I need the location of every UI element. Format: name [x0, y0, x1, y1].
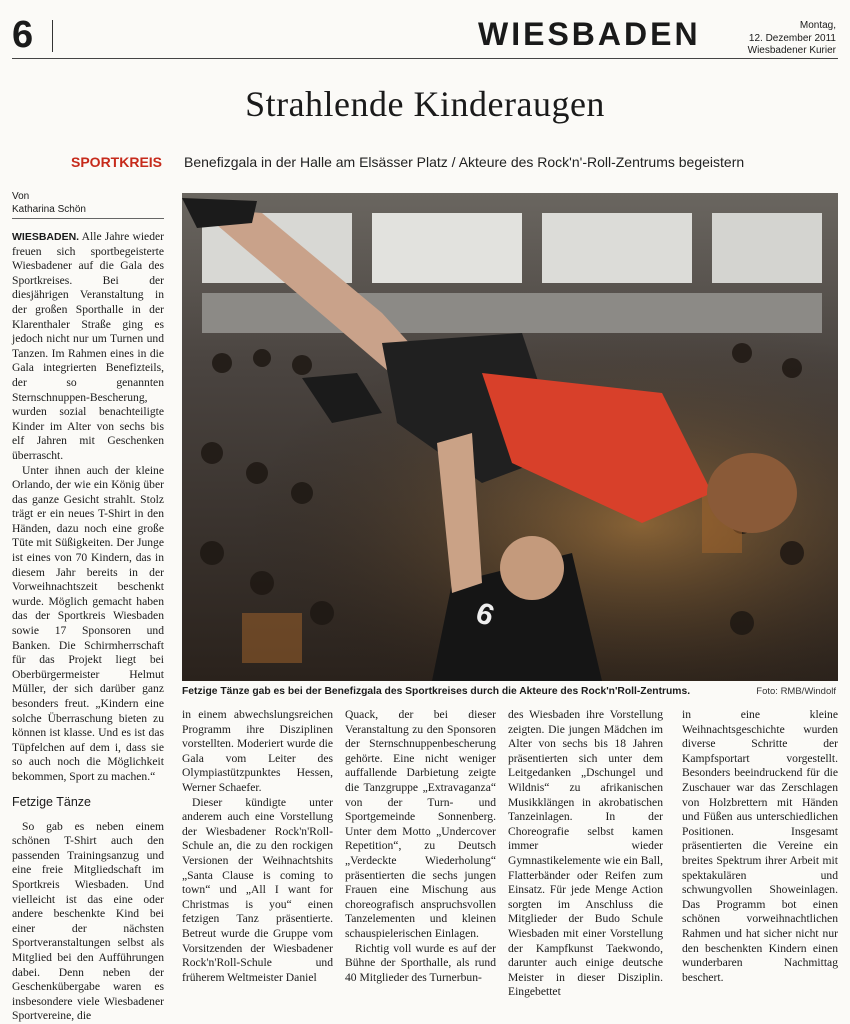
text-column-2 — [182, 708, 333, 985]
newspaper-name: Wiesbadener Kurier — [747, 45, 836, 56]
text-column-4 — [508, 708, 663, 1000]
paragraph — [12, 230, 164, 464]
issue-date: 12. Dezember 2011 — [748, 32, 836, 44]
photo-credit: Foto: RMB/Windolf — [756, 686, 836, 697]
article-kicker: SPORTKREIS — [71, 154, 163, 170]
byline-prefix: Von — [12, 191, 30, 202]
byline — [12, 190, 86, 216]
page-number: 6 — [12, 14, 34, 56]
issue-weekday: Montag, — [799, 20, 836, 31]
paragraph: in einem abwechslungsreichen Programm ihre Disziplinen vorstellten. Moderiert wurde die Gala vom Leiter des Olympiastützpunktes Hessen, Werner Schaefer. — [182, 708, 333, 794]
paragraph: Dieser kündigte unter anderem auch eine Vorstellung der Wiesbadener Rock'n'Roll-Schule an, die zu den rockigen Versionen der Weihnachtshits „Santa Clause is coming to town“ und „All I want for Christmas is you“ einen fetzigen Tanz präsentierte. Betreut wurde die Gruppe vom Vorsitzenden der Wiesbadener Rock'n'Roll-Schule und früherem Weltmeister Daniel — [182, 795, 333, 984]
article-subheadline: Benefizgala in der Halle am Elsässer Platz / Akteure des Rock'n'-Roll-Zentrums begeistern — [184, 154, 745, 170]
header-rule — [12, 58, 838, 59]
paragraph: des Wiesbaden ihre Vorstellung zeigten. Die jungen Mädchen im Alter von sechs bis 18 Jahren präsentierten sich unter dem Leitgedanken „Dschungel und Wildnis“ zu afrikanischen Musikklängen in akrobatischen Tanzeinlagen. In der Choreografie selbst kamen immer wieder Gymnastikelemente wie ein Ball, Flatterbänder oder Reifen zum Einsatz. Für jede Menge Action sorgten im Anschluss die Mitglieder der Budo Schule Wiesbaden mit einer Vorstellung der Kampfkunst Taekwondo, darunter auch einige deutsche Meister in dieser Disziplin. Eingebettet — [508, 708, 663, 999]
text-column-1 — [12, 230, 164, 1024]
author-name: Katharina Schön — [12, 204, 86, 215]
dance-photo-illustration — [182, 193, 838, 681]
paragraph: Quack, der bei dieser Veranstaltung zu den Sponsoren der Sternschnuppenbescherung gehörte. Eine nicht weniger auffallende Darbietung zeigte die Tanzgruppe „Extravaganza“ von der Turn- und Sportgemeinde Sonnenberg. Unter dem Motto „Undercover Repetition“, zu Deutsch „Verdeckte Wiederholung“ präsentierten die sechs jungen Frauen eine Mischung aus choreografisch anspruchsvollen Tanzelementen und kleinen schauspielerischen Einlagen. — [345, 708, 496, 940]
dateline: WIESBADEN. — [12, 231, 80, 243]
paragraph: in eine kleine Weihnachtsgeschichte wurden diverse Schritte der Kampfsportart vorgestellt. Besonders beeindruckend für die Zuschauer war das Zerschlagen von Holzbrettern mit Händen und Füßen aus unterschiedlichen Positionen. Insgesamt präsentierten die Vereine ein breites Spektrum ihrer Arbeit mit spektakulären und schwungvollen Showeinlagen. Das Programm bot einen schönen vorweihnachtlichen Rahmen und hat sicher nicht nur den beschenkten Kindern einen wunderbaren Nachmittag beschert. — [682, 708, 838, 984]
paragraph: Richtig voll wurde es auf der Bühne der Sporthalle, als rund 40 Mitglieder des Turnerbun- — [345, 941, 496, 984]
subheading: Fetzige Tänze — [12, 794, 91, 809]
article-photo — [182, 193, 838, 681]
paragraph-text: Alle Jahre wieder freuen sich sportbegeisterte Wiesbadener auf die Gala des Sportkreises. Bei der diesjährigen Veranstaltung in der großen Sporthalle in der Klarenthaler Straße ging es jedoch nicht nur um Turnen und Tanzen. Im Rahmen eines in die Gala integrierten Benefizteils, der so genannten Sternschnuppen-Bescherung, wurden sozial benachteiligte Kinder im Alter von sechs bis elf Jahren mit Geschenken überrascht. — [12, 230, 165, 462]
shirt-number: 6 — [471, 596, 499, 633]
paragraph: So gab es neben einem schönen T-Shirt auch den passenden Trainingsanzug und eine freie Mitgliedschaft im Sportkreis Wiesbaden. Und vielleicht ist das eine oder andere beschenkte Kind bei einer der nächsten Sportveranstaltungen selbst als Mitglied bei den Aufführungen dabei. Denn neben der Geschenkübergabe waren es insbesondere viele Wiesbadener Sportvereine, die — [12, 819, 164, 1023]
text-column-5 — [682, 708, 838, 985]
header-separator — [52, 20, 53, 52]
byline-rule — [12, 218, 164, 219]
issue-info — [748, 20, 836, 58]
article-headline: Strahlende Kinderaugen — [245, 84, 605, 124]
section-title: WIESBADEN — [478, 16, 701, 52]
text-column-3 — [345, 708, 496, 985]
paragraph: Unter ihnen auch der kleine Orlando, der wie ein König über das ganze Gesicht strahlt. Stolz trägt er ein neues T-Shirt in den Händen, dazu noch eine große Tüte mit Süßigkeiten. Der Junge ist eines von 70 Kindern, das in diesem Jahr bereits in der Vorweihnachtszeit beschenkt wurde. Möglich gemacht haben das der Sportkreis Wiesbaden sowie 17 Sponsoren und Banken. Die Schirmherrschaft für das Projekt liegt bei Oberbürgermeister Helmut Müller, der sich darüber ganz besonders freut. „Kindern eine solche Überraschung bieten zu können ist klasse. Und es ist das Tüpfelchen auf dem i, dass sie so auch noch die Möglichkeit bekommen, Sport zu machen.“ — [12, 463, 164, 783]
photo-caption: Fetzige Tänze gab es bei der Benefizgala des Sportkreises durch die Akteure des Rock'n'Roll-Zentrums. — [182, 686, 691, 697]
